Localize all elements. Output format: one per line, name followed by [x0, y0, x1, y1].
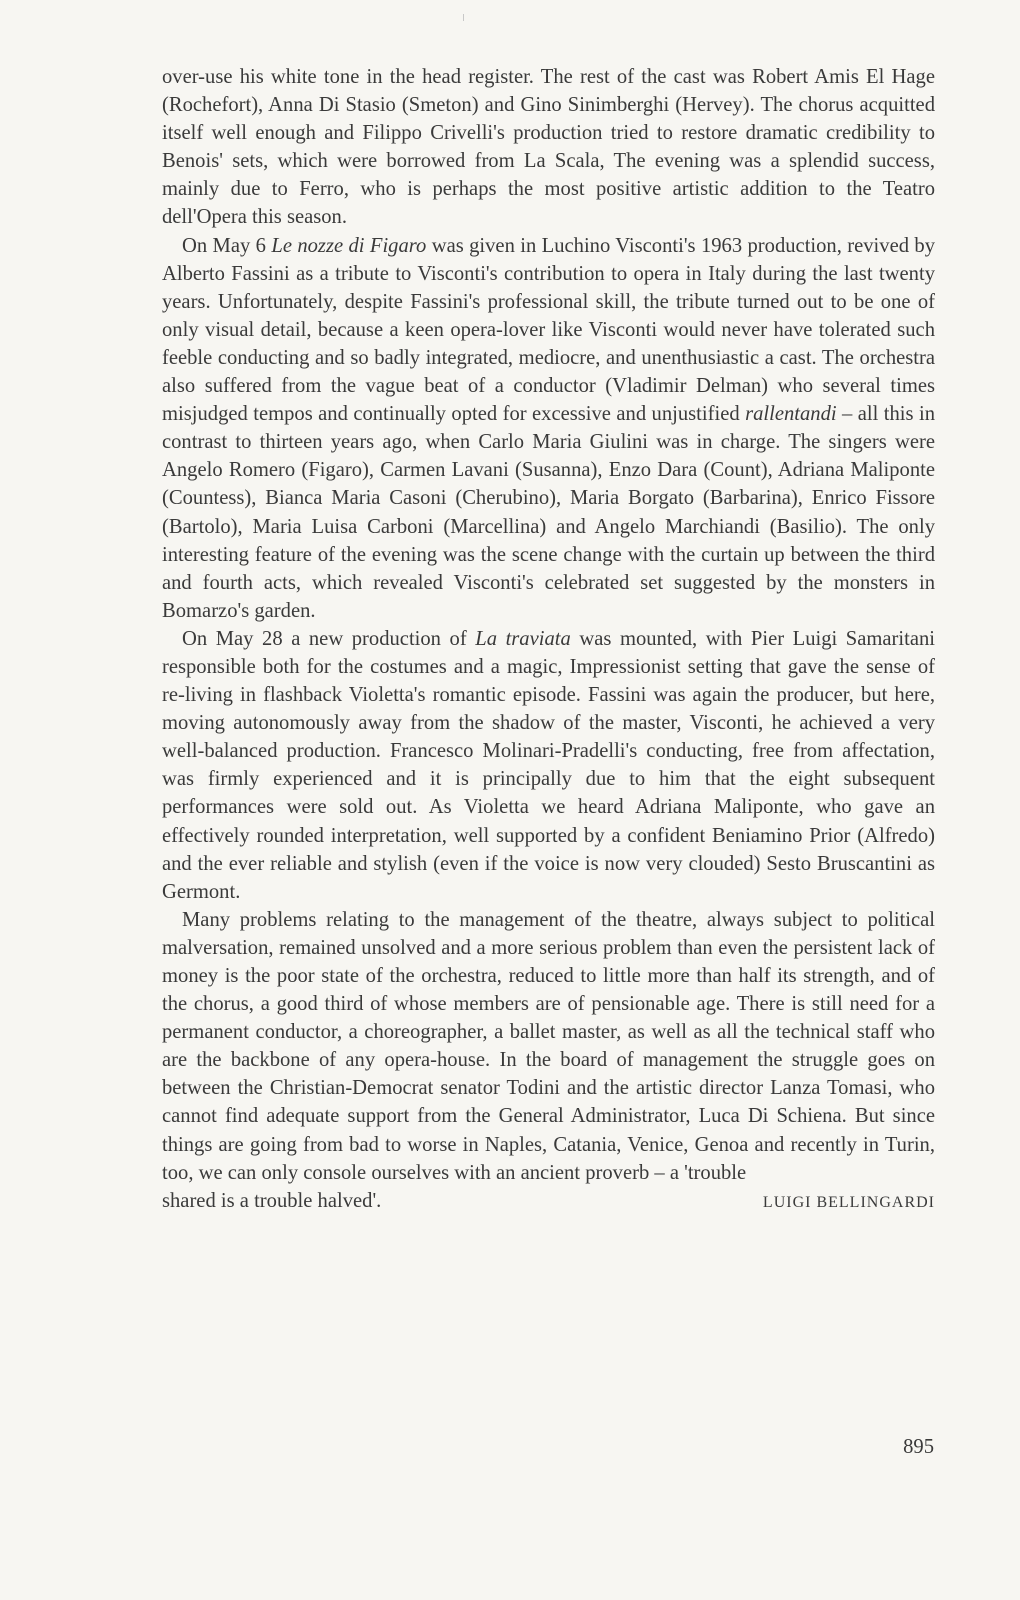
musical-term-rallentandi: rallentandi	[745, 403, 837, 426]
paragraph-2-text-a: On May 6	[182, 234, 272, 257]
paragraph-2-text-c: – all this in contrast to thirteen years ago, when Carlo Maria Giulini was in charge. The singers were Angelo Romero (Figaro), Carmen Lavani (Susanna), Enzo Dara (Count), Adriana Maliponte (Countess), Bianca Maria Casoni (Cherubino), Maria Borgato (Barbarina), Enrico Fissore (Bartolo), Maria Luisa Carboni (Marcellina) and Angelo Marchiandi (Basilio). The only interesting feature of the evening was the scene change with the curtain up between the third and fourth acts, which revealed Visconti's celebrated set suggested by the monsters in Bomarzo's garden.	[162, 403, 935, 622]
closing-line	[162, 1187, 935, 1217]
page-number: 895	[903, 1436, 934, 1458]
author-signature: LUIGI BELLINGARDI	[762, 1193, 935, 1211]
paragraph-4-text: Many problems relating to the management of the theatre, always subject to political malversation, remained unsolved and a more serious problem than even the persistent lack of money is the poor state of the orchestra, reduced to little more than half its strength, and of the chorus, a good third of whose members are of pensionable age. There is still need for a permanent conductor, a choreographer, a ballet master, as well as all the technical staff who are the backbone of any opera-house. In the board of management the struggle goes on between the Christian-Democrat senator Todini and the artistic director Lanza Tomasi, who cannot find adequate support from the General Administrator, Luca Di Schiena. But since things are going from bad to worse in Naples, Catania, Venice, Genoa and recently in Turin, too, we can only console ourselves with an ancient proverb – a 'trouble	[162, 908, 935, 1184]
fold-mark	[463, 14, 464, 21]
opera-title-figaro: Le nozze di Figaro	[271, 234, 427, 257]
paragraph-3	[162, 625, 935, 906]
paragraph-2-text-b: was given in Luchino Visconti's 1963 production, revived by Alberto Fassini as a tribute to Visconti's contribution to opera in Italy during the last twenty years. Unfortunately, despite Fassini's professional skill, the tribute turned out to be one of only visual detail, because a keen opera-lover like Visconti would never have tolerated such feeble conducting and so badly integrated, mediocre, and unenthusiastic a cast. The orchestra also suffered from the vague beat of a conductor (Vladimir Delman) who several times misjudged tempos and continually opted for excessive and unjustified	[162, 234, 935, 426]
paragraph-3-text-a: On May 28 a new production of	[182, 627, 476, 650]
paragraph-2	[162, 232, 935, 625]
paragraph-3-text-b: was mounted, with Pier Luigi Samaritani responsible both for the costumes and a magic, Impressionist setting that gave the sense of re-living in flashback Violetta's romantic episode. Fassini was again the producer, but here, moving autonomously away from the shadow of the master, Visconti, he achieved a very well-balanced production. Francesco Molinari-Pradelli's conducting, free from affectation, was firmly experienced and it is principally due to him that the eight subsequent performances were sold out. As Violetta we heard Adriana Maliponte, who gave an effectively rounded interpretation, well supported by a confident Beniamino Prior (Alfredo) and the ever reliable and stylish (even if the voice is now very clouded) Sesto Bruscantini as Germont.	[162, 627, 936, 903]
paragraph-4	[162, 906, 935, 1187]
paragraph-1-text: over-use his white tone in the head register. The rest of the cast was Robert Amis El Hage (Rochefort), Anna Di Stasio (Smeton) and Gino Sinimberghi (Hervey). The chorus acquitted itself well enough and Filippo Crivelli's production tried to restore dramatic credibility to Benois' sets, which were borrowed from La Scala, The evening was a splendid success, mainly due to Ferro, who is perhaps the most positive artistic addition to the Teatro dell'Opera this season.	[162, 66, 935, 229]
paragraph-4-last-line: shared is a trouble halved'.	[162, 1189, 382, 1212]
opera-title-traviata: La traviata	[475, 627, 571, 650]
paragraph-1	[162, 63, 935, 232]
article-body	[162, 63, 935, 1217]
